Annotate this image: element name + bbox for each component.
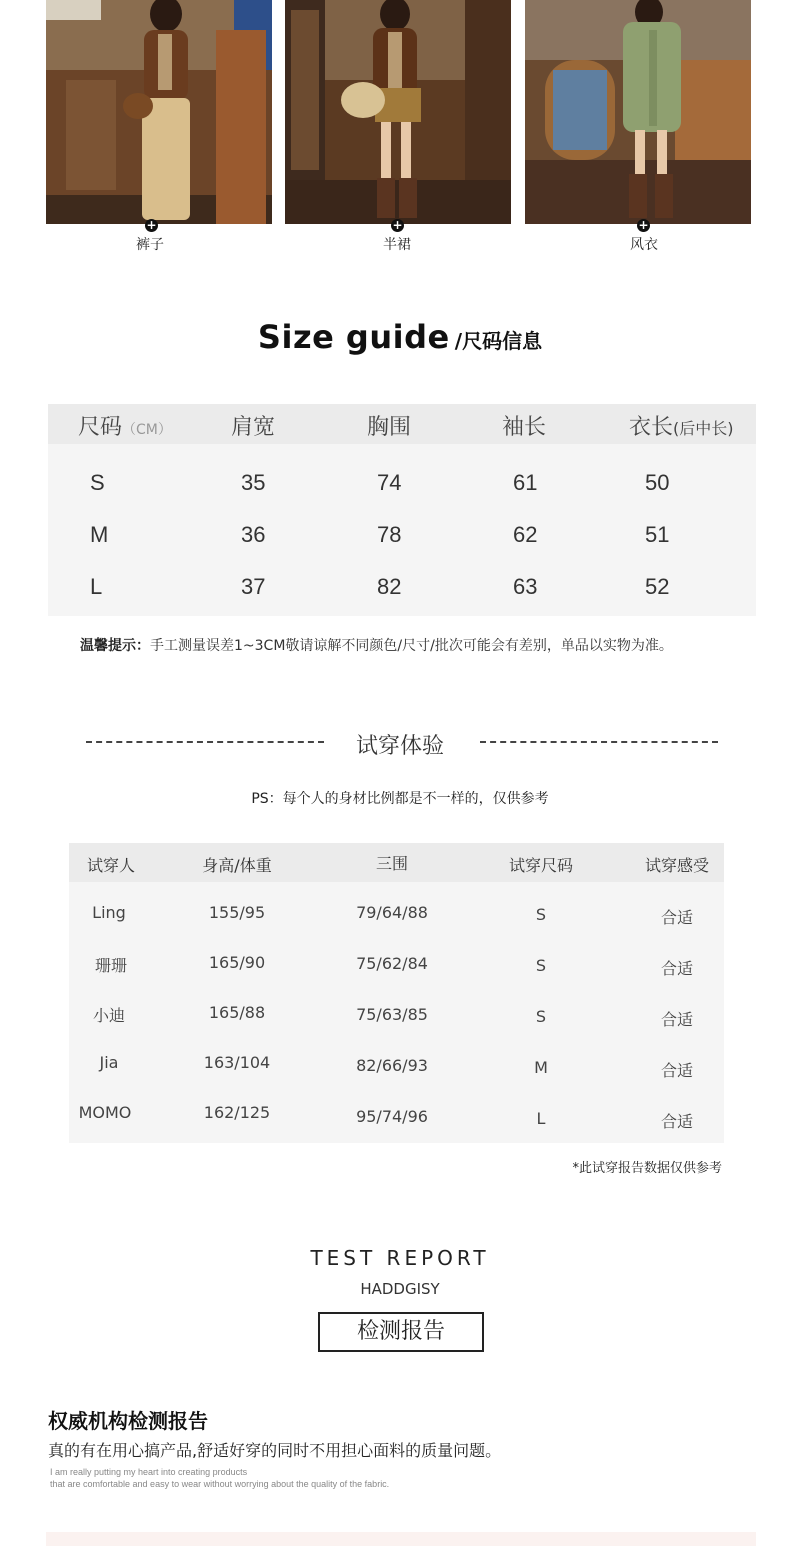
person-cell: 珊珊 bbox=[94, 956, 127, 975]
outfit-photo-skirt-image bbox=[285, 0, 511, 224]
feel-cell: 合适 bbox=[660, 1112, 693, 1131]
try-size-cell: M bbox=[534, 1058, 548, 1077]
header-length-label: 衣长 bbox=[629, 415, 674, 440]
outfit-photo-trench-image bbox=[525, 0, 751, 224]
header-sleeve: 袖长 bbox=[502, 415, 547, 440]
sleeve-cell: 63 bbox=[513, 574, 538, 599]
size-guide-title-en: Size guide bbox=[257, 318, 450, 356]
authority-report-title: 权威机构检测报告 bbox=[48, 1409, 208, 1433]
feel-cell: 合适 bbox=[660, 908, 693, 927]
sleeve-cell: 62 bbox=[513, 522, 538, 547]
shoulder-cell: 35 bbox=[241, 470, 266, 495]
plus-icon: + bbox=[392, 218, 403, 232]
measurements-cell: 95/74/96 bbox=[356, 1107, 428, 1126]
feel-cell: 合适 bbox=[660, 1061, 693, 1080]
measurements-cell: 75/63/85 bbox=[356, 1005, 428, 1024]
authority-report-english-line-2: that are comfortable and easy to wear without worrying about the quality of the fabric. bbox=[50, 1479, 390, 1489]
measurements-cell: 82/66/93 bbox=[356, 1056, 428, 1075]
outfit-photo-pants-image bbox=[46, 0, 272, 224]
plus-icon: + bbox=[638, 218, 649, 232]
try-size-cell: S bbox=[535, 905, 547, 924]
chest-cell: 78 bbox=[377, 522, 402, 547]
photo-label-skirt: 半裙 bbox=[383, 237, 411, 253]
size-cell: M bbox=[90, 522, 109, 547]
divider-left bbox=[86, 741, 324, 743]
photo-label-pants: 裤子 bbox=[136, 237, 164, 253]
header-size bbox=[78, 410, 172, 441]
shoulder-cell: 37 bbox=[241, 574, 266, 599]
size-tip-text: 手工测量误差1~3CM敬请谅解不同颜色/尺寸/批次可能会有差别，单品以实物为准。 bbox=[150, 638, 673, 654]
measurements-cell: 75/62/84 bbox=[356, 954, 428, 973]
authority-report-subtitle: 真的有在用心搞产品,舒适好穿的同时不用担心面料的质量问题。 bbox=[48, 1441, 502, 1460]
header-measurements: 三围 bbox=[375, 854, 408, 873]
next-section-strip bbox=[46, 1532, 756, 1546]
size-table-header bbox=[48, 404, 756, 444]
header-length-note: (后中长) bbox=[673, 419, 734, 438]
outfit-photo-skirt bbox=[285, 0, 511, 224]
header-try-size: 试穿尺码 bbox=[508, 856, 573, 875]
header-chest: 胸围 bbox=[367, 415, 412, 440]
height-weight-cell: 162/125 bbox=[203, 1103, 271, 1122]
try-size-cell: S bbox=[535, 956, 547, 975]
authority-report-english-line-1: I am really putting my heart into creating products bbox=[50, 1467, 248, 1477]
try-on-table-header bbox=[69, 843, 724, 882]
person-cell: 小迪 bbox=[92, 1006, 125, 1025]
header-person: 试穿人 bbox=[86, 856, 135, 875]
try-on-ps: PS：每个人的身材比例都是不一样的，仅供参考 bbox=[251, 791, 549, 807]
size-tip bbox=[80, 635, 673, 655]
chest-cell: 74 bbox=[377, 470, 402, 495]
measurements-cell: 79/64/88 bbox=[356, 903, 428, 922]
header-length bbox=[629, 410, 734, 441]
header-size-unit: （CM） bbox=[122, 422, 172, 438]
feel-cell: 合适 bbox=[660, 1010, 693, 1029]
height-weight-cell: 165/88 bbox=[208, 1003, 266, 1022]
header-size-label: 尺码 bbox=[78, 415, 123, 440]
size-table bbox=[48, 404, 756, 616]
chest-cell: 82 bbox=[377, 574, 402, 599]
person-cell: Ling bbox=[92, 903, 126, 922]
try-on-note: *此试穿报告数据仅供参考 bbox=[572, 1161, 722, 1176]
height-weight-cell: 155/95 bbox=[208, 903, 266, 922]
outfit-photo-pants bbox=[46, 0, 272, 224]
height-weight-cell: 165/90 bbox=[208, 953, 266, 972]
outfit-photo-trench bbox=[525, 0, 751, 224]
size-cell: S bbox=[90, 470, 105, 495]
header-shoulder: 肩宽 bbox=[231, 415, 276, 440]
header-feel: 试穿感受 bbox=[644, 856, 709, 875]
size-cell: L bbox=[90, 574, 103, 599]
length-cell: 50 bbox=[645, 470, 670, 495]
divider-right bbox=[480, 741, 718, 743]
try-on-table bbox=[69, 843, 724, 1143]
try-size-cell: L bbox=[536, 1109, 546, 1128]
length-cell: 52 bbox=[645, 574, 670, 599]
header-height-weight: 身高/体重 bbox=[202, 856, 272, 875]
plus-icon: + bbox=[146, 218, 157, 232]
try-size-cell: S bbox=[535, 1007, 547, 1026]
size-guide-title-cn: /尺码信息 bbox=[454, 329, 543, 353]
size-tip-label: 温馨提示： bbox=[80, 638, 150, 654]
size-guide-title bbox=[0, 318, 800, 356]
length-cell: 51 bbox=[645, 522, 670, 547]
brand-name: HADDGISY bbox=[360, 1280, 440, 1298]
try-on-title: 试穿体验 bbox=[355, 734, 444, 759]
sleeve-cell: 61 bbox=[513, 470, 538, 495]
photo-label-trench: 风衣 bbox=[630, 237, 658, 253]
test-report-badge: 检测报告 bbox=[318, 1312, 484, 1352]
test-report-title: TEST REPORT bbox=[310, 1246, 490, 1270]
person-cell: Jia bbox=[99, 1053, 119, 1072]
height-weight-cell: 163/104 bbox=[203, 1053, 271, 1072]
person-cell: MOMO bbox=[78, 1103, 132, 1122]
feel-cell: 合适 bbox=[660, 959, 693, 978]
shoulder-cell: 36 bbox=[241, 522, 266, 547]
